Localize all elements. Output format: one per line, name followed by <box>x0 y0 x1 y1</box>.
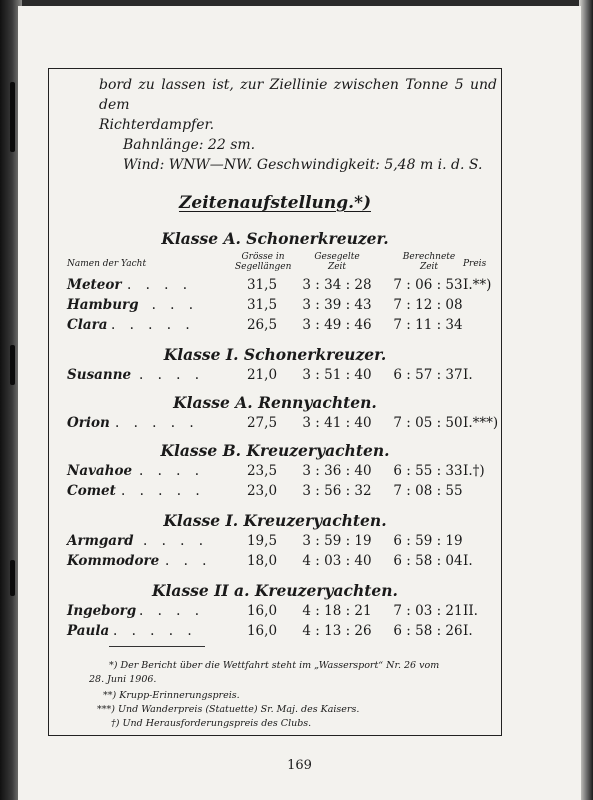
leader-dots: . . . <box>165 553 212 569</box>
yacht-name: Kommodore <box>67 553 160 569</box>
computed-time: 6 : 58 : 26 <box>393 623 463 639</box>
yacht-name: Meteor <box>67 277 122 293</box>
page-edge <box>579 0 593 800</box>
footnote: ***) Und Wanderpreis (Statuette) Sr. Maj. des Kaisers. <box>97 704 360 715</box>
page-number: 169 <box>287 758 312 773</box>
sailed-time: 3 : 41 : 40 <box>302 415 372 431</box>
intro-line: bord zu lassen ist, zur Ziellinie zwischen Tonne 5 und dem <box>99 77 497 113</box>
book-page <box>18 6 581 800</box>
sail-size: 23,0 <box>246 483 278 499</box>
leader-dots: . . . . <box>143 533 209 549</box>
prize: I. <box>463 553 473 569</box>
wind-info: Wind: WNW—NW. Geschwindigkeit: 5,48 m i. d. S. <box>123 157 483 173</box>
footnote: †) Und Herausforderungspreis des Clubs. <box>111 718 312 729</box>
sail-size: 18,0 <box>246 553 278 569</box>
sail-size: 27,5 <box>246 415 278 431</box>
sailed-time: 3 : 34 : 28 <box>302 277 372 293</box>
table-row <box>49 297 501 317</box>
spine-mark <box>10 560 15 596</box>
computed-time: 7 : 08 : 55 <box>393 483 463 499</box>
leader-dots: . . . . <box>133 297 199 313</box>
computed-time: 6 : 58 : 04 <box>393 553 463 569</box>
sail-size: 16,0 <box>246 603 278 619</box>
intro-line: Richterdampfer. <box>99 117 215 133</box>
prize: I.***) <box>463 415 499 431</box>
table-row <box>49 317 501 337</box>
leader-dots: . . . . <box>127 277 193 293</box>
prize: I.**) <box>463 277 492 293</box>
sailed-time: 3 : 59 : 19 <box>302 533 372 549</box>
table-row <box>49 533 501 553</box>
table-row <box>49 623 501 643</box>
yacht-name: Comet <box>67 483 116 499</box>
computed-time: 6 : 59 : 19 <box>393 533 463 549</box>
computed-time: 7 : 06 : 53 <box>393 277 463 293</box>
sail-size: 16,0 <box>246 623 278 639</box>
sailed-time: 3 : 36 : 40 <box>302 463 372 479</box>
footnote: **) Krupp-Erinnerungspreis. <box>103 690 240 701</box>
sailed-time: 4 : 13 : 26 <box>302 623 372 639</box>
table-row <box>49 277 501 297</box>
sail-size: 23,5 <box>246 463 278 479</box>
table-row <box>49 553 501 573</box>
yacht-name: Paula <box>67 623 110 639</box>
computed-time: 7 : 11 : 34 <box>393 317 463 333</box>
yacht-name: Clara <box>67 317 108 333</box>
footnote-rule <box>109 646 205 647</box>
sail-size: 19,5 <box>246 533 278 549</box>
sailed-time: 3 : 51 : 40 <box>302 367 372 383</box>
table-row <box>49 415 501 435</box>
section-title: Zeitenaufstellung.*) <box>178 193 371 213</box>
sail-size: 21,0 <box>246 367 278 383</box>
table-row <box>49 603 501 623</box>
prize: II. <box>463 603 478 619</box>
leader-dots: . . . . . <box>115 415 199 431</box>
table-row <box>49 463 501 483</box>
leader-dots: . . . . <box>139 603 205 619</box>
yacht-name: Ingeborg <box>67 603 137 619</box>
leader-dots: . . . . . <box>113 623 197 639</box>
sailed-time: 3 : 39 : 43 <box>302 297 372 313</box>
class-heading: Klasse II a. Kreuzeryachten. <box>152 581 398 600</box>
leader-dots: . . . . . <box>121 483 205 499</box>
class-heading: Klasse A. Schonerkreuzer. <box>161 229 389 248</box>
class-heading: Klasse B. Kreuzeryachten. <box>160 441 390 460</box>
col-header-name: Namen der Yacht <box>67 259 147 269</box>
yacht-name: Hamburg <box>67 297 139 313</box>
col-header-sailed: Gesegelte Zeit <box>314 252 360 272</box>
table-row <box>49 483 501 503</box>
sailed-time: 4 : 18 : 21 <box>302 603 372 619</box>
class-heading: Klasse A. Rennyachten. <box>173 393 377 412</box>
spine-mark <box>10 345 15 385</box>
sailed-time: 3 : 56 : 32 <box>302 483 372 499</box>
computed-time: 7 : 05 : 50 <box>393 415 463 431</box>
computed-time: 6 : 57 : 37 <box>393 367 463 383</box>
col-header-computed: Berechnete Zeit <box>402 252 456 272</box>
intro-text <box>99 75 497 175</box>
prize: I. <box>463 367 473 383</box>
content-frame <box>48 68 502 736</box>
computed-time: 6 : 55 : 33 <box>393 463 463 479</box>
spine-mark <box>10 82 15 152</box>
table-row <box>49 367 501 387</box>
leader-dots: . . . . <box>139 463 205 479</box>
sail-size: 31,5 <box>246 297 278 313</box>
class-heading: Klasse I. Schonerkreuzer. <box>163 345 387 364</box>
col-header-size: Grösse in Segellängen <box>235 252 292 272</box>
prize: I. <box>463 623 473 639</box>
class-heading: Klasse I. Kreuzeryachten. <box>163 511 387 530</box>
sail-size: 26,5 <box>246 317 278 333</box>
sail-size: 31,5 <box>246 277 278 293</box>
computed-time: 7 : 12 : 08 <box>393 297 463 313</box>
yacht-name: Orion <box>67 415 110 431</box>
col-header-prize: Preis <box>463 259 487 269</box>
computed-time: 7 : 03 : 21 <box>393 603 463 619</box>
footnote: 28. Juni 1906. <box>89 674 157 685</box>
sailed-time: 3 : 49 : 46 <box>302 317 372 333</box>
yacht-name: Navahoe <box>67 463 133 479</box>
leader-dots: . . . . . <box>111 317 195 333</box>
sailed-time: 4 : 03 : 40 <box>302 553 372 569</box>
prize: I.†) <box>463 463 485 479</box>
yacht-name: Armgard <box>67 533 134 549</box>
leader-dots: . . . . <box>139 367 205 383</box>
footnote: *) Der Bericht über die Wettfahrt steht im „Wassersport“ Nr. 26 vom <box>109 660 440 671</box>
yacht-name: Susanne <box>67 367 132 383</box>
course-length: Bahnlänge: 22 sm. <box>123 137 256 153</box>
